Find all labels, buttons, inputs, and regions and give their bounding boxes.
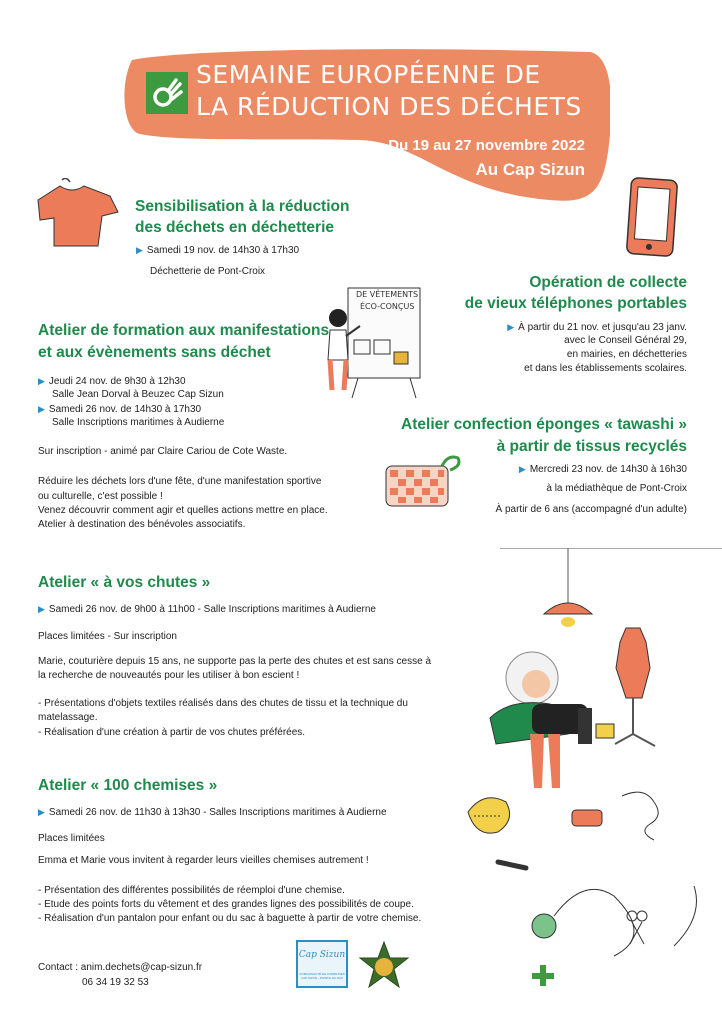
section2-l2: avec le Conseil Général 29,	[564, 335, 687, 346]
section3-p4: Atelier à destination des bénévoles associatifs.	[38, 519, 246, 530]
banner-dates: Du 19 au 27 novembre 2022	[388, 137, 585, 154]
section5-b1b: matelassage.	[38, 712, 98, 723]
section6-b2: - Etude des points forts du vêtement et des grandes lignes des possibilités de coupe.	[38, 899, 414, 910]
section2-l1-row	[440, 320, 687, 335]
section3-date1: Jeudi 24 nov. de 9h30 à 12h30	[48, 376, 186, 387]
arrow-icon: ▶	[136, 245, 143, 255]
section6-places: Places limitées	[38, 833, 105, 844]
arrow-icon: ▶	[38, 604, 45, 614]
contact-phone: 06 34 19 32 53	[82, 977, 149, 988]
board-text-l2: ÉCO-CONÇUS	[360, 302, 415, 311]
cap-sizun-logo	[296, 940, 348, 988]
section1-date: Samedi 19 nov. de 14h30 à 17h30	[146, 245, 300, 256]
section4-place: à la médiathèque de Pont-Croix	[546, 483, 687, 494]
section4-title-l1: Atelier confection éponges « tawashi »	[401, 416, 687, 433]
cap-sizun-logo-name: Cap Sizun	[298, 950, 346, 960]
section5-b1: - Présentations d'objets textiles réalisés dans des chutes de tissu et la technique du	[38, 698, 408, 709]
cap-sizun-logo-sub2: CAP SIZUN - POINTE DU RAZ	[301, 976, 343, 980]
section4-title-l2: à partir de tissus recyclés	[496, 438, 687, 455]
ok-hand-icon	[146, 72, 188, 114]
section3-p2: ou culturelle, c'est possible !	[38, 491, 163, 502]
section3-date2-row	[38, 402, 201, 417]
section2-title-l1: Opération de collecte	[529, 274, 687, 291]
section2-l1: À partir du 21 nov. et jusqu'au 23 janv.	[518, 322, 687, 333]
arrow-icon: ▶	[38, 404, 45, 414]
section6-p1: Emma et Marie vous invitent à regarder leurs vieilles chemises autrement !	[38, 855, 369, 866]
section6-b1: - Présentation des différentes possibilités de réemploi d'une chemise.	[38, 885, 345, 896]
section1-place: Déchetterie de Pont-Croix	[150, 266, 266, 277]
banner-title-line1: SEMAINE EUROPÉENNE DE	[196, 60, 541, 89]
sewing-tools-illustration	[454, 776, 716, 986]
arrow-icon: ▶	[38, 376, 45, 386]
section3-note: Sur inscription - animé par Claire Cariou de Cote Waste.	[38, 446, 288, 457]
section6-title: Atelier « 100 chemises »	[38, 777, 218, 794]
star-emblem-icon	[358, 940, 410, 990]
section3-date1-row	[38, 374, 186, 389]
section3-place1: Salle Jean Dorval à Beuzec Cap Sizun	[52, 389, 224, 400]
banner-title-line2: LA RÉDUCTION DES DÉCHETS	[196, 92, 582, 121]
section6-date-row	[38, 805, 387, 820]
section3-place2: Salle Inscriptions maritimes à Audierne	[52, 417, 225, 428]
section5-date: Samedi 26 nov. de 9h00 à 11h00 - Salle Inscriptions maritimes à Audierne	[48, 604, 376, 615]
section3-p1: Réduire les déchets lors d'une fête, d'une manifestation sportive	[38, 476, 322, 487]
cap-sizun-logo-sub: COMMUNAUTÉ DE COMMUNES	[299, 972, 345, 976]
sewing-illustration	[460, 548, 722, 788]
section5-b2: - Réalisation d'une création à partir de vos chutes préférées.	[38, 727, 306, 738]
section1-title-l1: Sensibilisation à la réduction	[135, 198, 350, 215]
section4-date: Mercredi 23 nov. de 14h30 à 16h30	[529, 464, 687, 475]
section5-places: Places limitées - Sur inscription	[38, 631, 177, 642]
section5-title: Atelier « à vos chutes »	[38, 574, 211, 591]
section1-date-row	[136, 243, 299, 258]
section2-l3: en mairies, en déchetteries	[566, 349, 687, 360]
section2-title-l2: de vieux téléphones portables	[464, 295, 687, 312]
section3-p3: Venez découvrir comment agir et quelles actions mettre en place.	[38, 505, 328, 516]
arrow-icon: ▶	[38, 807, 45, 817]
section3-date2: Samedi 26 nov. de 14h30 à 17h30	[48, 404, 202, 415]
section2-l4: et dans les établissements scolaires.	[524, 363, 687, 374]
section3-title-l1: Atelier de formation aux manifestations	[38, 322, 330, 339]
arrow-icon: ▶	[518, 464, 526, 474]
section3-title-l2: et aux évènements sans déchet	[38, 344, 271, 361]
section1-title-l2: des déchets en déchetterie	[135, 219, 334, 236]
tawashi-sponge-icon	[382, 452, 464, 512]
section6-b3: - Réalisation d'un pantalon pour enfant ou du sac à baguette à partir de votre chemise.	[38, 913, 422, 924]
phone-icon	[626, 176, 680, 258]
section5-date-row	[38, 602, 376, 617]
section5-p1: Marie, couturière depuis 15 ans, ne supporte pas la perte des chutes et est sans cesse à	[38, 656, 432, 667]
banner-logo	[146, 72, 188, 114]
contact-label: Contact : anim.dechets@cap-sizun.fr	[38, 962, 203, 973]
section4-age: À partir de 6 ans (accompagné d'un adulte)	[495, 504, 687, 515]
board-text-l1: DE VÊTEMENTS	[356, 290, 419, 299]
tshirt-icon	[32, 178, 124, 250]
section5-p2: la recherche de nouveautés pour les utiliser à bon escient !	[38, 670, 300, 681]
banner-place: Au Cap Sizun	[475, 160, 585, 179]
section4-date-row	[470, 462, 687, 477]
section6-date: Samedi 26 nov. de 11h30 à 13h30 - Salles Inscriptions maritimes à Audierne	[48, 807, 387, 818]
arrow-icon: ▶	[507, 322, 515, 332]
